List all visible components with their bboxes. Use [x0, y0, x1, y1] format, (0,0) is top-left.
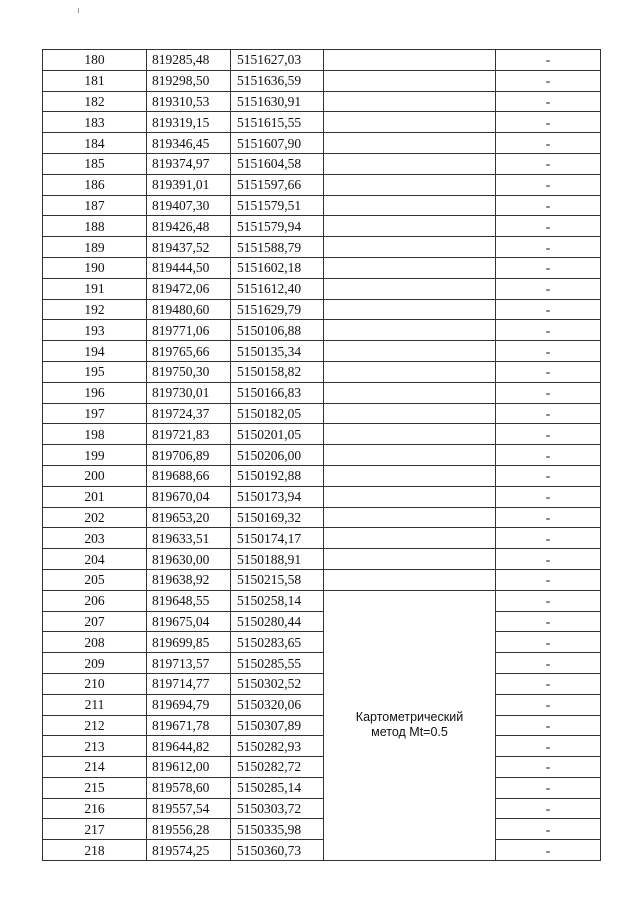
coordinate-y: 5151612,40	[231, 278, 324, 299]
table-row	[43, 673, 601, 694]
coordinate-x: 819578,60	[147, 777, 231, 798]
coordinate-y: 5150302,52	[231, 673, 324, 694]
coordinate-y: 5150303,72	[231, 798, 324, 819]
point-number: 200	[43, 465, 147, 486]
table-row	[43, 465, 601, 486]
coordinate-y: 5151588,79	[231, 237, 324, 258]
coordinate-y: 5151579,94	[231, 216, 324, 237]
coordinate-x: 819574,25	[147, 840, 231, 861]
point-number: 208	[43, 632, 147, 653]
table-row	[43, 486, 601, 507]
dash-value: -	[496, 653, 601, 674]
point-number: 203	[43, 528, 147, 549]
method-cell	[324, 257, 496, 278]
dash-value: -	[496, 715, 601, 736]
table-row	[43, 133, 601, 154]
point-number: 204	[43, 549, 147, 570]
method-cell	[324, 569, 496, 590]
coordinate-y: 5151597,66	[231, 174, 324, 195]
dash-value: -	[496, 736, 601, 757]
table-row	[43, 299, 601, 320]
point-number: 214	[43, 757, 147, 778]
point-number: 212	[43, 715, 147, 736]
dash-value: -	[496, 257, 601, 278]
dash-value: -	[496, 819, 601, 840]
dash-value: -	[496, 777, 601, 798]
dash-value: -	[496, 237, 601, 258]
dash-value: -	[496, 299, 601, 320]
table-row	[43, 777, 601, 798]
coordinate-y: 5150258,14	[231, 590, 324, 611]
coordinate-x: 819426,48	[147, 216, 231, 237]
point-number: 209	[43, 653, 147, 674]
point-number: 197	[43, 403, 147, 424]
point-number: 199	[43, 445, 147, 466]
dash-value: -	[496, 611, 601, 632]
dash-value: -	[496, 278, 601, 299]
table-row	[43, 320, 601, 341]
method-cell	[324, 507, 496, 528]
table-row	[43, 112, 601, 133]
point-number: 218	[43, 840, 147, 861]
coordinate-x: 819699,85	[147, 632, 231, 653]
coordinate-x: 819630,00	[147, 549, 231, 570]
point-number: 217	[43, 819, 147, 840]
point-number: 198	[43, 424, 147, 445]
point-number: 182	[43, 91, 147, 112]
coordinate-x: 819721,83	[147, 424, 231, 445]
table-row	[43, 798, 601, 819]
point-number: 183	[43, 112, 147, 133]
point-number: 210	[43, 673, 147, 694]
method-cell	[324, 486, 496, 507]
point-number: 181	[43, 70, 147, 91]
coordinate-y: 5150135,34	[231, 341, 324, 362]
coordinate-x: 819285,48	[147, 50, 231, 71]
coordinate-y: 5150201,05	[231, 424, 324, 445]
dash-value: -	[496, 632, 601, 653]
method-cell	[324, 112, 496, 133]
dash-value: -	[496, 673, 601, 694]
coordinate-y: 5150192,88	[231, 465, 324, 486]
method-cell	[324, 549, 496, 570]
coordinate-y: 5150169,32	[231, 507, 324, 528]
coordinate-y: 5150106,88	[231, 320, 324, 341]
dash-value: -	[496, 320, 601, 341]
table-row	[43, 757, 601, 778]
table-row	[43, 361, 601, 382]
table-row	[43, 216, 601, 237]
coordinate-x: 819556,28	[147, 819, 231, 840]
table-row	[43, 840, 601, 861]
table-row	[43, 424, 601, 445]
table-row	[43, 278, 601, 299]
method-cell	[324, 382, 496, 403]
method-cell	[324, 50, 496, 71]
point-number: 202	[43, 507, 147, 528]
dash-value: -	[496, 195, 601, 216]
dash-value: -	[496, 174, 601, 195]
table-row	[43, 195, 601, 216]
coordinate-x: 819633,51	[147, 528, 231, 549]
coordinate-y: 5150158,82	[231, 361, 324, 382]
coordinate-y: 5150282,72	[231, 757, 324, 778]
coordinate-x: 819444,50	[147, 257, 231, 278]
coordinate-x: 819374,97	[147, 153, 231, 174]
point-number: 196	[43, 382, 147, 403]
table-row	[43, 819, 601, 840]
point-number: 195	[43, 361, 147, 382]
point-number: 211	[43, 694, 147, 715]
table-row	[43, 174, 601, 195]
table-row	[43, 528, 601, 549]
table-row	[43, 341, 601, 362]
coordinate-y: 5150283,65	[231, 632, 324, 653]
coordinate-x: 819346,45	[147, 133, 231, 154]
coordinate-y: 5151636,59	[231, 70, 324, 91]
point-number: 188	[43, 216, 147, 237]
dash-value: -	[496, 445, 601, 466]
table-row	[43, 237, 601, 258]
coordinate-y: 5151615,55	[231, 112, 324, 133]
coordinate-x: 819730,01	[147, 382, 231, 403]
method-description	[324, 590, 496, 860]
dash-value: -	[496, 216, 601, 237]
point-number: 185	[43, 153, 147, 174]
point-number: 192	[43, 299, 147, 320]
dash-value: -	[496, 50, 601, 71]
point-number: 186	[43, 174, 147, 195]
dash-value: -	[496, 507, 601, 528]
coordinate-x: 819706,89	[147, 445, 231, 466]
coordinate-x: 819472,06	[147, 278, 231, 299]
table-row	[43, 70, 601, 91]
coordinate-y: 5151602,18	[231, 257, 324, 278]
point-number: 205	[43, 569, 147, 590]
point-number: 206	[43, 590, 147, 611]
method-cell	[324, 237, 496, 258]
coordinate-y: 5151627,03	[231, 50, 324, 71]
coordinate-x: 819480,60	[147, 299, 231, 320]
method-cell	[324, 445, 496, 466]
method-cell	[324, 465, 496, 486]
table-row	[43, 445, 601, 466]
coordinate-x: 819648,55	[147, 590, 231, 611]
point-number: 193	[43, 320, 147, 341]
point-number: 190	[43, 257, 147, 278]
table-row	[43, 694, 601, 715]
point-number: 187	[43, 195, 147, 216]
coordinate-x: 819670,04	[147, 486, 231, 507]
dash-value: -	[496, 424, 601, 445]
table-row	[43, 153, 601, 174]
dash-value: -	[496, 133, 601, 154]
dash-value: -	[496, 798, 601, 819]
dash-value: -	[496, 153, 601, 174]
coordinate-y: 5150335,98	[231, 819, 324, 840]
method-cell	[324, 216, 496, 237]
method-cell	[324, 195, 496, 216]
coordinate-x: 819298,50	[147, 70, 231, 91]
coordinate-y: 5150182,05	[231, 403, 324, 424]
dash-value: -	[496, 112, 601, 133]
coordinate-x: 819437,52	[147, 237, 231, 258]
method-cell	[324, 153, 496, 174]
table-row	[43, 91, 601, 112]
dash-value: -	[496, 528, 601, 549]
coordinates-table-body	[43, 50, 601, 861]
coordinate-x: 819714,77	[147, 673, 231, 694]
point-number: 215	[43, 777, 147, 798]
method-cell	[324, 361, 496, 382]
coordinate-y: 5151604,58	[231, 153, 324, 174]
dash-value: -	[496, 694, 601, 715]
dash-value: -	[496, 403, 601, 424]
coordinate-y: 5150166,83	[231, 382, 324, 403]
dash-value: -	[496, 341, 601, 362]
point-number: 189	[43, 237, 147, 258]
table-row	[43, 403, 601, 424]
method-cell	[324, 341, 496, 362]
point-number: 180	[43, 50, 147, 71]
dash-value: -	[496, 70, 601, 91]
coordinate-y: 5150280,44	[231, 611, 324, 632]
dash-value: -	[496, 590, 601, 611]
coordinate-y: 5150360,73	[231, 840, 324, 861]
coordinate-y: 5151629,79	[231, 299, 324, 320]
point-number: 213	[43, 736, 147, 757]
table-row	[43, 507, 601, 528]
coordinate-y: 5150188,91	[231, 549, 324, 570]
method-cell	[324, 403, 496, 424]
method-name: Картометрический	[355, 710, 464, 725]
coordinate-y: 5150285,14	[231, 777, 324, 798]
coordinate-y: 5150282,93	[231, 736, 324, 757]
table-row	[43, 549, 601, 570]
table-row	[43, 632, 601, 653]
dash-value: -	[496, 465, 601, 486]
method-cell	[324, 91, 496, 112]
method-cell	[324, 299, 496, 320]
coordinate-x: 819391,01	[147, 174, 231, 195]
coordinate-x: 819750,30	[147, 361, 231, 382]
method-cell	[324, 70, 496, 91]
coordinate-y: 5150285,55	[231, 653, 324, 674]
coordinate-x: 819407,30	[147, 195, 231, 216]
coordinate-x: 819671,78	[147, 715, 231, 736]
coordinates-table	[42, 49, 601, 861]
method-cell	[324, 133, 496, 154]
table-row	[43, 382, 601, 403]
dash-value: -	[496, 569, 601, 590]
coordinate-y: 5150206,00	[231, 445, 324, 466]
method-cell	[324, 278, 496, 299]
scan-mark	[78, 8, 79, 13]
dash-value: -	[496, 840, 601, 861]
coordinate-x: 819319,15	[147, 112, 231, 133]
coordinate-y: 5151579,51	[231, 195, 324, 216]
coordinate-y: 5150174,17	[231, 528, 324, 549]
point-number: 201	[43, 486, 147, 507]
method-accuracy: метод Mt=0.5	[371, 725, 448, 740]
table-row	[43, 569, 601, 590]
coordinate-y: 5151607,90	[231, 133, 324, 154]
method-cell	[324, 424, 496, 445]
coordinate-y: 5150307,89	[231, 715, 324, 736]
table-row	[43, 736, 601, 757]
table-row	[43, 257, 601, 278]
method-cell	[324, 174, 496, 195]
dash-value: -	[496, 361, 601, 382]
point-number: 191	[43, 278, 147, 299]
coordinate-x: 819694,79	[147, 694, 231, 715]
coordinate-x: 819675,04	[147, 611, 231, 632]
table-row	[43, 50, 601, 71]
point-number: 216	[43, 798, 147, 819]
coordinate-x: 819688,66	[147, 465, 231, 486]
coordinate-x: 819638,92	[147, 569, 231, 590]
coordinate-y: 5150320,06	[231, 694, 324, 715]
coordinate-y: 5150215,58	[231, 569, 324, 590]
coordinate-y: 5151630,91	[231, 91, 324, 112]
point-number: 194	[43, 341, 147, 362]
point-number: 184	[43, 133, 147, 154]
coordinate-x: 819724,37	[147, 403, 231, 424]
table-row	[43, 611, 601, 632]
method-cell	[324, 320, 496, 341]
coordinate-x: 819765,66	[147, 341, 231, 362]
coordinate-x: 819612,00	[147, 757, 231, 778]
point-number: 207	[43, 611, 147, 632]
dash-value: -	[496, 486, 601, 507]
dash-value: -	[496, 91, 601, 112]
table-row	[43, 590, 601, 611]
coordinate-y: 5150173,94	[231, 486, 324, 507]
coordinate-x: 819557,54	[147, 798, 231, 819]
dash-value: -	[496, 757, 601, 778]
coordinate-x: 819310,53	[147, 91, 231, 112]
coordinate-x: 819771,06	[147, 320, 231, 341]
coordinate-x: 819653,20	[147, 507, 231, 528]
coordinate-x: 819713,57	[147, 653, 231, 674]
method-cell	[324, 528, 496, 549]
dash-value: -	[496, 549, 601, 570]
coordinate-x: 819644,82	[147, 736, 231, 757]
dash-value: -	[496, 382, 601, 403]
table-row	[43, 715, 601, 736]
table-row	[43, 653, 601, 674]
